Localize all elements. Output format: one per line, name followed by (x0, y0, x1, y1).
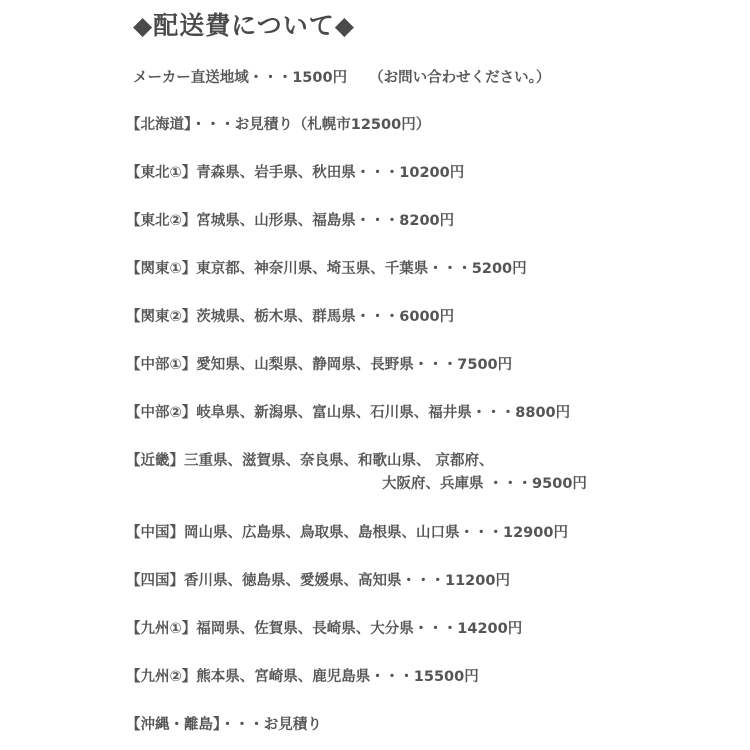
region-row-shikoku (126, 572, 510, 590)
region-detail: 東京都、神奈川県、埼玉県、千葉県・・・5200円 (196, 261, 527, 277)
maker-direct-note: （お問い合わせください。） (369, 70, 551, 86)
region-detail: 香川県、徳島県、愛媛県、高知県・・・11200円 (184, 573, 510, 589)
region-name: 【中部②】 (126, 405, 197, 421)
region-detail: ・・・お見積り（札幌市12500円） (191, 117, 431, 133)
region-detail-continued: 大阪府、兵庫県 ・・・9500円 (382, 476, 587, 492)
region-detail: 岐阜県、新潟県、富山県、石川県、福井県・・・8800円 (196, 405, 571, 421)
region-detail: 愛知県、山梨県、静岡県、長野県・・・7500円 (196, 357, 513, 373)
region-name: 【四国】 (126, 573, 184, 589)
region-detail: 青森県、岩手県、秋田県・・・10200円 (196, 165, 465, 181)
region-name: 【関東②】 (126, 309, 197, 325)
region-name: 【中部①】 (126, 357, 197, 373)
region-detail: 熊本県、宮崎県、鹿児島県・・・15500円 (196, 669, 479, 685)
region-row-tohoku-1 (126, 164, 464, 182)
region-detail: 三重県、滋賀県、奈良県、和歌山県、 京都府、 (184, 453, 494, 469)
region-detail: 福岡県、佐賀県、長崎県、大分県・・・14200円 (196, 621, 523, 637)
region-row-okinawa-islands (126, 716, 322, 734)
region-name: 【九州②】 (126, 669, 197, 685)
region-name: 【沖縄・離島】 (126, 717, 221, 733)
region-row-chugoku (126, 524, 568, 542)
region-name: 【関東①】 (126, 261, 197, 277)
region-detail: 岡山県、広島県、鳥取県、島根県、山口県・・・12900円 (184, 525, 568, 541)
region-name: 【九州①】 (126, 621, 197, 637)
region-detail: 茨城県、栃木県、群馬県・・・6000円 (196, 309, 455, 325)
region-row-kinki (126, 452, 587, 493)
region-name: 【東北①】 (126, 165, 197, 181)
page-title: ◆配送費について◆ (133, 11, 355, 40)
region-row-tohoku-2 (126, 212, 454, 230)
region-row-kyushu-1 (126, 620, 522, 638)
region-row-kanto-1 (126, 260, 527, 278)
region-detail: ・・・お見積り (220, 717, 322, 733)
region-row-chubu-1 (126, 356, 512, 374)
region-name: 【東北②】 (126, 213, 197, 229)
region-row-kyushu-2 (126, 668, 479, 686)
region-name: 【近畿】 (126, 453, 184, 469)
region-row-chubu-2 (126, 404, 570, 422)
region-row-kanto-2 (126, 308, 454, 326)
region-row-hokkaido (126, 116, 430, 134)
region-name: 【北海道】 (126, 117, 192, 133)
region-name: 【中国】 (126, 525, 184, 541)
maker-direct-line (133, 66, 550, 87)
region-detail: 宮城県、山形県、福島県・・・8200円 (196, 213, 455, 229)
maker-direct-label: メーカー直送地域・・・1500円 (133, 70, 348, 86)
